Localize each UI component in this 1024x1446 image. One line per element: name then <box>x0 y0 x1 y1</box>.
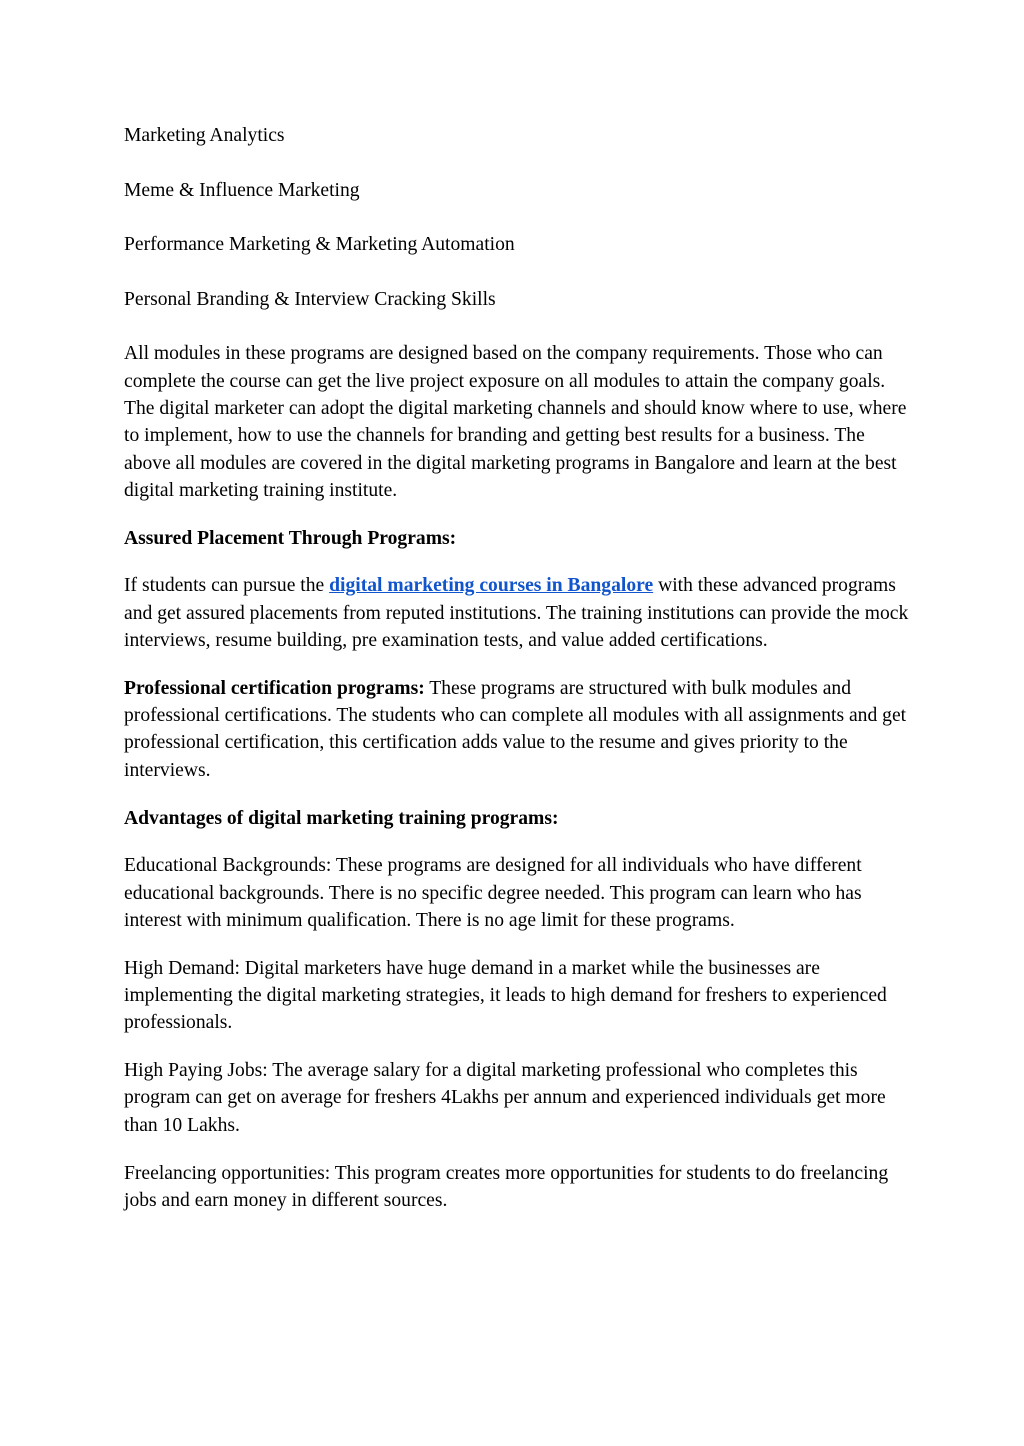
placement-text-before: If students can pursue the <box>124 575 330 597</box>
certification-paragraph <box>124 675 914 784</box>
advantage-freelancing: Freelancing opportunities: This program creates more opportunities for students to do freelancing jobs and earn money in different sources. <box>124 1162 889 1211</box>
certification-label: Professional certification programs: <box>124 677 425 699</box>
advantage-high-paying-jobs: High Paying Jobs: The average salary for a digital marketing professional who completes this program can get on average for freshers 4Lakhs per annum and experienced individuals get more than 10 Lakhs. <box>124 1060 886 1136</box>
placement-paragraph <box>124 572 914 654</box>
module-marketing-analytics: Marketing Analytics <box>124 125 285 146</box>
advantages-heading: Advantages of digital marketing training programs: <box>124 807 559 829</box>
module-personal-branding: Personal Branding & Interview Cracking Skills <box>124 288 496 310</box>
module-performance-marketing: Performance Marketing & Marketing Automation <box>124 234 515 256</box>
courses-link[interactable]: digital marketing courses in Bangalore <box>329 575 654 597</box>
advantage-educational-backgrounds: Educational Backgrounds: These programs are designed for all individuals who have different educational backgrounds. There is no specific degree needed. This program can learn who has interest with minimum qualification. There is no age limit for these programs. <box>124 855 862 931</box>
module-meme-influence-marketing: Meme & Influence Marketing <box>124 179 360 201</box>
certification-text: These programs are structured with bulk modules and professional certifications. The students who can complete all modules with all assignments and get professional certification, this certification adds value to the resume and gives priority to the interviews. <box>124 677 907 781</box>
placement-heading: Assured Placement Through Programs: <box>124 527 457 549</box>
document-body <box>124 122 914 1235</box>
placement-text-after: with these advanced programs and get assured placements from reputed institutions. The training institutions can provide the mock interviews, resume building, pre examination tests, and value added certifications. <box>124 575 909 652</box>
intro-paragraph: All modules in these programs are designed based on the company requirements. Those who can complete the course can get the live project exposure on all modules to attain the company goals. The digital marketer can adopt the digital marketing channels and should know where to use, where to implement, how to use the channels for branding and getting best results for a business. The above all modules are covered in the digital marketing programs in Bangalore and learn at the best digital marketing training institute. <box>124 343 907 501</box>
advantage-high-demand: High Demand: Digital marketers have huge demand in a market while the businesses are implementing the digital marketing strategies, it leads to high demand for freshers to experienced professionals. <box>124 957 887 1034</box>
